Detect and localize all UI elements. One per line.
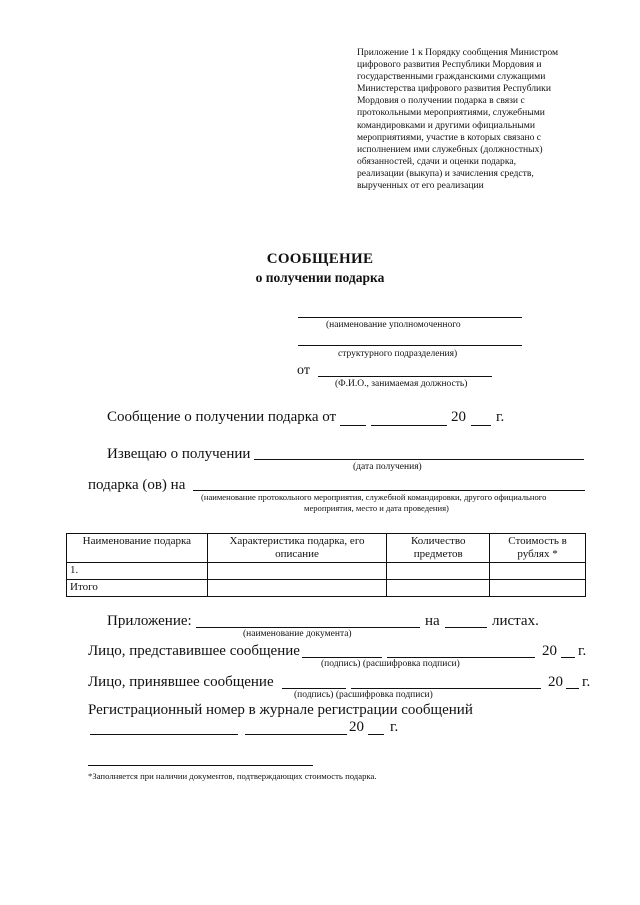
accepted-caption: (подпись) (расшифровка подписи) — [294, 690, 433, 700]
addressee-caption-2: структурного подразделения) — [338, 349, 458, 359]
appendix-line: Приложение 1 к Порядку сообщения Министром — [357, 47, 559, 58]
table-cell[interactable] — [490, 580, 586, 597]
table-cell[interactable] — [490, 563, 586, 580]
presented-sign-line[interactable] — [302, 657, 382, 658]
accepted-year-line[interactable] — [566, 688, 579, 689]
accepted-sign-line[interactable] — [282, 688, 346, 689]
appendix-line: Министерства цифрового развития Республики — [357, 83, 551, 95]
message-day-line[interactable] — [340, 425, 366, 426]
gifts-table — [66, 533, 586, 597]
table-header: Наименование подарка — [67, 534, 208, 563]
gift-caption-2: мероприятия, место и дата проведения) — [304, 503, 449, 513]
addressee-line-2[interactable] — [298, 345, 522, 346]
message-label: Сообщение о получении подарка от — [107, 409, 337, 425]
notify-label: Извещаю о получении — [107, 446, 251, 462]
table-cell[interactable] — [387, 580, 490, 597]
appendix-line: вырученных от его реализации — [357, 180, 484, 192]
gift-event-line[interactable] — [193, 490, 585, 491]
table-cell[interactable]: 1. — [67, 563, 208, 580]
registration-year-suffix: г. — [390, 719, 399, 735]
from-label: от — [297, 363, 310, 378]
from-caption: (Ф.И.О., занимаемая должность) — [335, 379, 468, 389]
table-header: Характеристика подарка, его описание — [207, 534, 387, 563]
presented-year-prefix: 20 — [542, 643, 557, 659]
presented-year-suffix: г. — [578, 643, 587, 659]
table-cell[interactable]: Итого — [67, 580, 208, 597]
table-row — [67, 580, 586, 597]
registration-year-prefix: 20 — [349, 719, 364, 735]
presented-caption: (подпись) (расшифровка подписи) — [321, 659, 460, 669]
message-year-line[interactable] — [471, 425, 491, 426]
notify-caption: (дата получения) — [353, 462, 422, 472]
addressee-line-1[interactable] — [298, 317, 522, 318]
attachment-doc-line[interactable] — [196, 627, 420, 628]
appendix-line: протокольными мероприятиями, служебными — [357, 107, 545, 119]
appendix-line: цифрового развития Республики Мордовия и — [357, 59, 542, 71]
notify-date-line[interactable] — [254, 459, 584, 460]
appendix-line: командировками и другими официальными — [357, 119, 535, 131]
accepted-name-line[interactable] — [351, 688, 541, 689]
accepted-year-suffix: г. — [582, 674, 591, 690]
gift-label: подарка (ов) на — [88, 477, 186, 493]
message-month-line[interactable] — [371, 425, 447, 426]
table-header: Стоимость в рублях * — [490, 534, 586, 563]
attachment-sheets: листах. — [492, 613, 539, 629]
document-subtitle: о получении подарка — [255, 270, 385, 285]
table-cell[interactable] — [207, 563, 387, 580]
appendix-line: исполнением ими служебных (должностных) — [357, 143, 543, 155]
addressee-caption-1: (наименование уполномоченного — [326, 320, 461, 330]
table-cell[interactable] — [207, 580, 387, 597]
attachment-sheets-line[interactable] — [445, 627, 487, 628]
appendix-line: обязанностей, сдачи и оценки подарка, — [357, 155, 517, 167]
document-title: СООБЩЕНИЕ — [266, 251, 374, 267]
appendix-line: мероприятиями, участие в которых связано с — [357, 131, 542, 143]
registration-number-line[interactable] — [90, 734, 238, 735]
table-row — [67, 563, 586, 580]
table-header-row — [67, 534, 586, 563]
registration-label: Регистрационный номер в журнале регистрации сообщений — [88, 702, 473, 718]
accepted-label: Лицо, принявшее сообщение — [88, 674, 274, 690]
table-header: Количество предметов — [387, 534, 490, 563]
table-cell[interactable] — [387, 563, 490, 580]
presented-year-line[interactable] — [561, 657, 575, 658]
appendix-note — [357, 47, 597, 192]
appendix-line: государственными гражданскими служащими — [357, 71, 546, 83]
registration-date-line[interactable] — [245, 734, 347, 735]
footnote: *Заполняется при наличии документов, подтверждающих стоимость подарка. — [88, 771, 377, 781]
presented-label: Лицо, представившее сообщение — [88, 643, 300, 659]
attachment-on: на — [425, 613, 440, 629]
appendix-line: Мордовия о получении подарка в связи с — [357, 95, 525, 107]
registration-year-line[interactable] — [368, 734, 384, 735]
presented-name-line[interactable] — [387, 657, 535, 658]
from-line[interactable] — [318, 376, 492, 377]
footnote-divider — [88, 765, 313, 766]
appendix-line: реализации (выкупа) и зачисления средств, — [357, 167, 534, 179]
attachment-caption: (наименование документа) — [243, 629, 352, 639]
accepted-year-prefix: 20 — [548, 674, 563, 690]
attachment-label: Приложение: — [107, 613, 192, 629]
gift-caption-1: (наименование протокольного мероприятия, служебной командировки, другого официального — [201, 492, 547, 502]
message-year-prefix: 20 — [451, 409, 466, 425]
message-year-suffix: г. — [496, 409, 505, 425]
